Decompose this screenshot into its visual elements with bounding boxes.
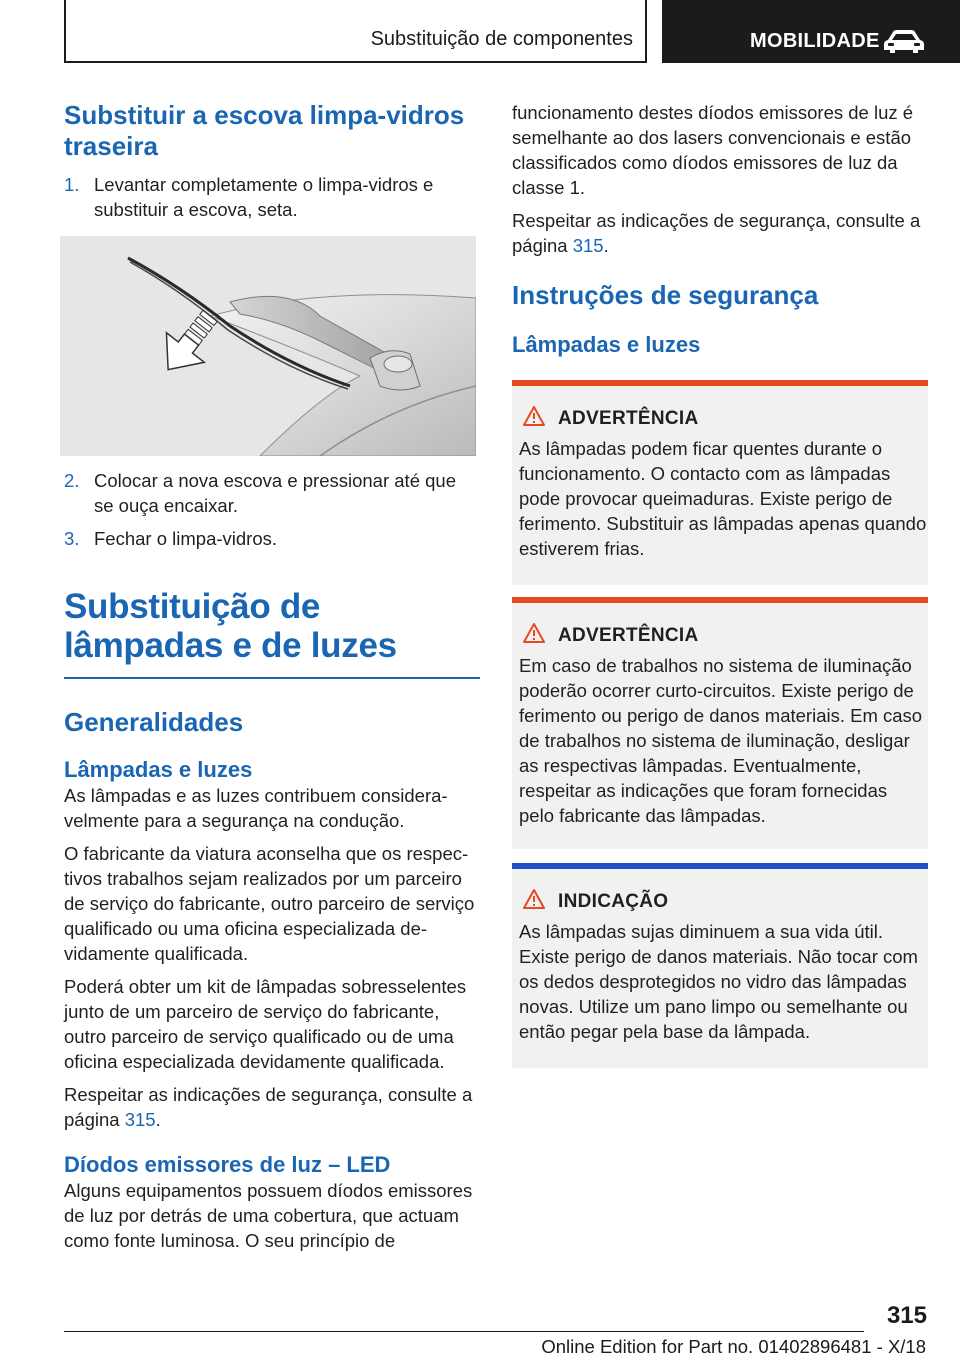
general-heading: Generalidades xyxy=(64,707,244,737)
step-item xyxy=(64,468,480,518)
step-text: Fechar o limpa-vidros. xyxy=(94,528,278,549)
paragraph: funcionamento destes díodos emissores de luz é semelhante ao dos lasers convencionais e estão classificados como díodos emissores de luz da classe 1. xyxy=(512,102,914,198)
ref-text: Respeitar as indicações de segurança, consulte a página xyxy=(64,1084,473,1130)
notice-title: INDICAÇÃO xyxy=(558,891,669,912)
ref-text: Respeitar as indicações de segurança, consulte a página xyxy=(512,210,921,256)
lamps-subheading: Lâmpadas e luzes xyxy=(64,757,253,782)
warning-notice xyxy=(512,597,928,849)
left-column xyxy=(64,100,480,222)
warning-triangle-icon xyxy=(522,405,546,427)
ref-suffix: . xyxy=(603,235,609,256)
notice-title: ADVERTÊNCIA xyxy=(558,625,699,646)
info-notice xyxy=(512,863,928,1068)
warning-notice xyxy=(512,380,928,585)
paragraph: Alguns equipamentos possuem díodos emissores de luz por detrás de uma cobertura, que actuam como fonte luminosa. O seu princípio de xyxy=(64,1180,473,1251)
left-column-lower xyxy=(64,468,480,1253)
step-number: 1. xyxy=(64,174,80,195)
step-item xyxy=(64,172,480,222)
warning-triangle-icon xyxy=(522,622,546,644)
page-link[interactable]: 315 xyxy=(124,1109,156,1130)
page-link[interactable]: 315 xyxy=(572,235,604,256)
car-icon xyxy=(882,28,926,54)
step-item xyxy=(64,526,480,551)
led-heading: Díodos emissores de luz – LED xyxy=(64,1152,391,1177)
header-section-box xyxy=(64,0,647,63)
step-text: Levantar completamente o limpa-vidros e substituir a escova, seta. xyxy=(94,174,434,220)
warning-bar xyxy=(512,597,928,603)
warning-bar xyxy=(512,380,928,386)
warning-triangle-icon xyxy=(522,888,546,910)
notice-title: ADVERTÊNCIA xyxy=(558,408,699,429)
ref-suffix: . xyxy=(155,1109,161,1130)
notice-text: As lâmpadas podem ficar quentes durante o funcionamento. O contacto com as lâmpadas pode provocar queimaduras. Existe perigo de ferimento. Substituir as lâmpadas apenas quando estiverem frias. xyxy=(519,438,927,559)
safety-subheading: Lâmpadas e luzes xyxy=(512,332,701,357)
right-column xyxy=(512,100,928,358)
paragraph: O fabricante da viatura aconselha que os respectivos trabalhos sejam realizados por um parceiro de serviço do fabricante, outro parceiro de serviço qualificado ou uma oficina especializada devidamente qualificada. xyxy=(64,843,475,964)
footer-rule xyxy=(64,1331,864,1332)
notice-text: As lâmpadas sujas diminuem a sua vida útil. Existe perigo de danos materiais. Não tocar com os dedos desprotegidos no vidro das lâmpadas novas. Utilize um pano limpo ou semelhante ou então pegar pela base da lâmpada. xyxy=(519,921,918,1042)
paragraph: As lâmpadas e as luzes contribuem consideravelmente para a segurança na condução. xyxy=(64,785,448,831)
notice-text: Em caso de trabalhos no sistema de iluminação poderão ocorrer curto-circuitos. Existe perigo de ferimento ou perigo de danos materiais. Em caso de trabalhos no sistema de iluminação, desligar as respectivas lâmpadas. Eventualmente, respeitar as indicações que foram fornecidas pelo fabricante das lâmpadas. xyxy=(519,655,923,826)
footer-edition: Online Edition for Part no. 01402896481 - X/18 xyxy=(541,1336,926,1357)
step-text: Colocar a nova escova e pressionar até que se ouça encaixar. xyxy=(94,470,456,516)
paragraph xyxy=(512,208,928,258)
chapter-title: MOBILIDADE xyxy=(750,30,880,52)
paragraph: Poderá obter um kit de lâmpadas sobresselentes junto de um parceiro de serviço do fabricante, outro parceiro de serviço qualificado ou de uma oficina especializada devidamente qualificada. xyxy=(64,976,467,1072)
page-number: 315 xyxy=(886,1302,927,1329)
safety-heading: Instruções de segurança xyxy=(512,280,819,310)
wiper-heading: Substituir a escova limpa-vidros traseira xyxy=(64,100,465,161)
paragraph xyxy=(64,1082,480,1132)
header-chapter-box xyxy=(662,0,960,63)
step-number: 2. xyxy=(64,470,80,491)
section-title: Substituição de componentes xyxy=(370,28,633,50)
step-number: 3. xyxy=(64,528,80,549)
lamps-heading: Substituição de lâmpadas e de luzes xyxy=(64,587,397,665)
info-bar xyxy=(512,863,928,869)
wiper-illustration xyxy=(60,236,476,456)
wiper-drawing xyxy=(60,236,476,456)
